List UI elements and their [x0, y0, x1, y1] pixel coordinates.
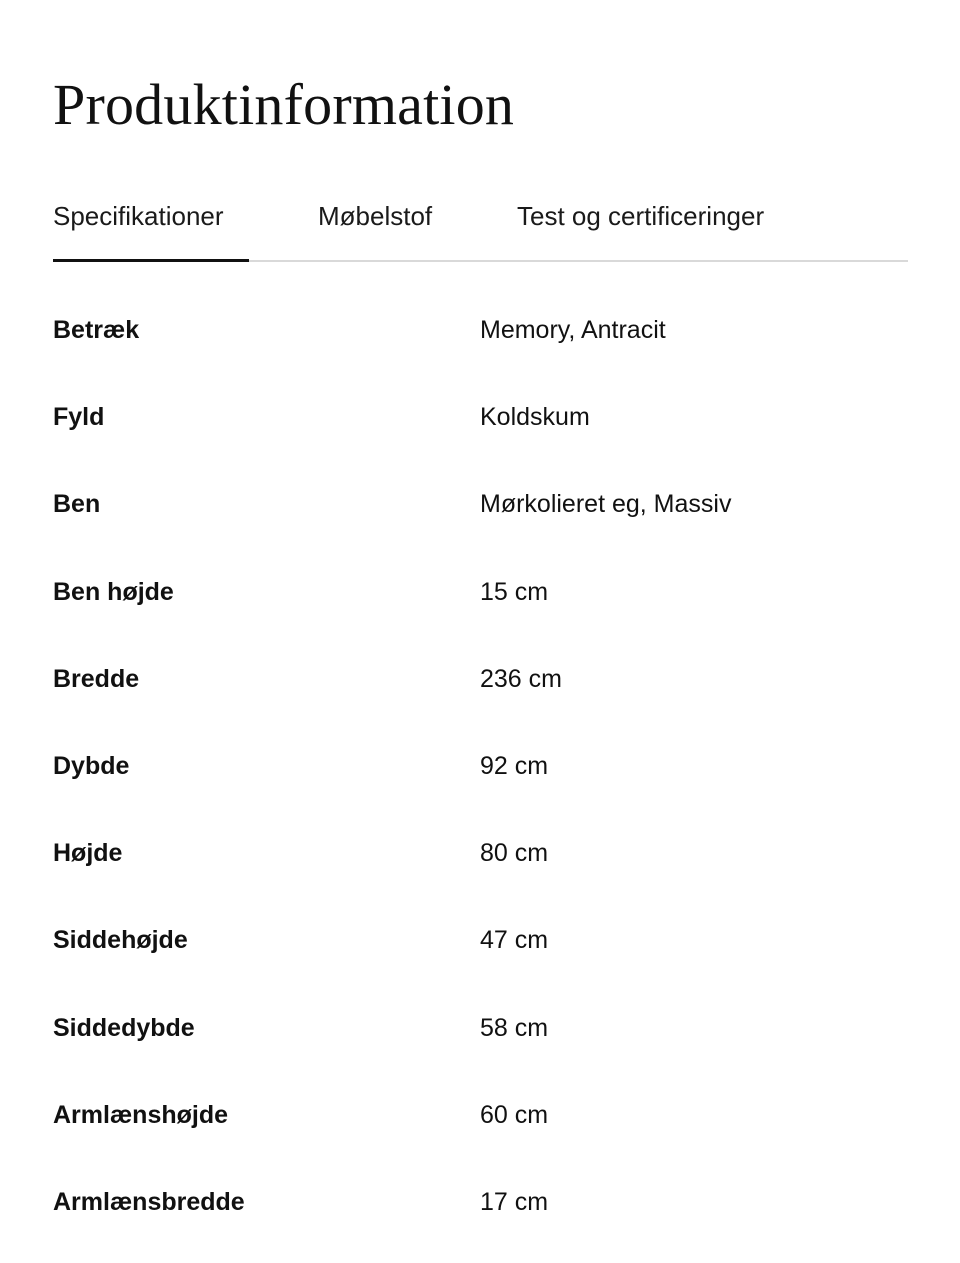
spec-row-fyld [53, 374, 908, 461]
spec-value: Koldskum [480, 403, 590, 432]
spec-row-hojde [53, 810, 908, 897]
spec-label: Højde [53, 839, 123, 868]
spec-label: Siddehøjde [53, 926, 188, 955]
tab-mobelstof[interactable]: Møbelstof [318, 201, 433, 231]
spec-value: Mørkolieret eg, Massiv [480, 490, 732, 519]
spec-row-betraek [53, 287, 908, 374]
specifications-list [53, 287, 908, 1246]
spec-row-dybde [53, 723, 908, 810]
spec-row-siddedybde [53, 985, 908, 1072]
spec-label: Siddedybde [53, 1013, 195, 1042]
spec-value: 92 cm [480, 751, 549, 780]
spec-row-armlaensbredde [53, 1159, 908, 1246]
spec-value: 60 cm [480, 1100, 549, 1129]
spec-row-ben-hojde [53, 549, 908, 636]
spec-label: Ben [53, 490, 101, 519]
page-title: Produktinformation [53, 72, 515, 137]
spec-label: Ben højde [53, 577, 174, 606]
spec-label: Fyld [53, 403, 105, 432]
spec-label: Dybde [53, 751, 130, 780]
spec-value: 80 cm [480, 839, 549, 868]
tab-specifikationer[interactable]: Specifikationer [53, 196, 249, 260]
spec-label: Armlænsbredde [53, 1187, 245, 1216]
spec-label: Bredde [53, 664, 140, 693]
spec-value: 15 cm [480, 577, 549, 606]
spec-row-bredde [53, 636, 908, 723]
spec-value: 47 cm [480, 926, 549, 955]
tab-bar [53, 196, 908, 262]
spec-label: Armlænshøjde [53, 1100, 229, 1129]
spec-value: 17 cm [480, 1187, 549, 1216]
tab-test-og-certificeringer[interactable]: Test og certificeringer [517, 201, 765, 231]
spec-row-armlaenshojde [53, 1072, 908, 1159]
spec-value: 236 cm [480, 664, 562, 693]
spec-row-siddehojde [53, 897, 908, 984]
spec-value: Memory, Antracit [480, 316, 666, 344]
spec-label: Betræk [53, 316, 140, 344]
spec-row-ben [53, 461, 908, 548]
spec-value: 58 cm [480, 1013, 549, 1042]
